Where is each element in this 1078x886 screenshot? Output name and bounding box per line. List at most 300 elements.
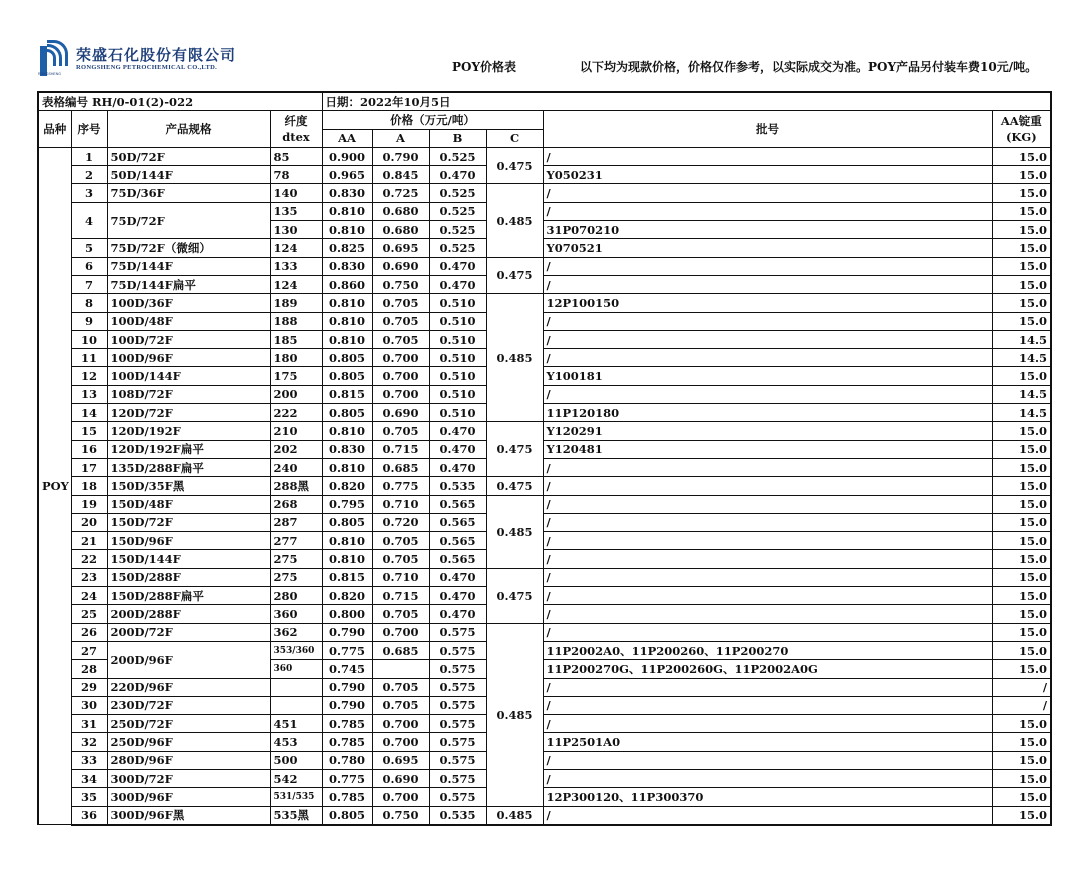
price-aa-cell: 0.805 xyxy=(322,404,372,422)
header-weight xyxy=(992,111,1051,148)
spec-cell: 280D/96F xyxy=(107,751,270,769)
price-c-cell: 0.475 xyxy=(486,257,543,294)
price-b-cell: 0.525 xyxy=(429,239,486,257)
price-b-cell: 0.510 xyxy=(429,367,486,385)
price-aa-cell: 0.860 xyxy=(322,275,372,293)
table-row xyxy=(38,678,1051,696)
price-aa-cell: 0.810 xyxy=(322,550,372,568)
batch-cell: Y070521 xyxy=(543,239,992,257)
spec-cell: 100D/96F xyxy=(107,349,270,367)
price-b-cell: 0.575 xyxy=(429,769,486,787)
spec-cell: 120D/192F xyxy=(107,422,270,440)
header-a: A xyxy=(372,129,429,147)
spec-cell: 250D/96F xyxy=(107,733,270,751)
variety-cell: POY xyxy=(38,147,71,824)
table-row xyxy=(38,806,1051,825)
weight-cell: 15.0 xyxy=(992,715,1051,733)
price-a-cell: 0.685 xyxy=(372,641,429,659)
dtex-cell: 133 xyxy=(270,257,322,275)
price-table xyxy=(37,91,1052,826)
dtex-cell: 362 xyxy=(270,623,322,641)
price-b-cell: 0.510 xyxy=(429,330,486,348)
spec-cell: 75D/144F扁平 xyxy=(107,275,270,293)
table-row xyxy=(38,477,1051,495)
seq-cell: 35 xyxy=(71,788,107,806)
price-b-cell: 0.575 xyxy=(429,788,486,806)
price-b-cell: 0.470 xyxy=(429,605,486,623)
table-row xyxy=(38,751,1051,769)
dtex-cell: 240 xyxy=(270,458,322,476)
price-c-cell: 0.485 xyxy=(486,495,543,568)
seq-cell: 27 xyxy=(71,641,107,659)
price-aa-cell: 0.820 xyxy=(322,587,372,605)
table-row xyxy=(38,715,1051,733)
dtex-cell: 275 xyxy=(270,550,322,568)
price-b-cell: 0.575 xyxy=(429,641,486,659)
table-row xyxy=(38,550,1051,568)
spec-cell: 150D/72F xyxy=(107,513,270,531)
seq-cell: 14 xyxy=(71,404,107,422)
dtex-cell: 275 xyxy=(270,568,322,586)
price-aa-cell: 0.790 xyxy=(322,678,372,696)
batch-cell: / xyxy=(543,550,992,568)
spec-cell: 135D/288F扁平 xyxy=(107,458,270,476)
weight-cell: 15.0 xyxy=(992,312,1051,330)
dtex-cell: 222 xyxy=(270,404,322,422)
seq-cell: 25 xyxy=(71,605,107,623)
weight-cell: 15.0 xyxy=(992,751,1051,769)
batch-cell: Y100181 xyxy=(543,367,992,385)
seq-cell: 34 xyxy=(71,769,107,787)
dtex-cell: 453 xyxy=(270,733,322,751)
batch-cell: / xyxy=(543,513,992,531)
table-row xyxy=(38,312,1051,330)
table-row xyxy=(38,458,1051,476)
spec-cell: 150D/144F xyxy=(107,550,270,568)
table-row xyxy=(38,568,1051,586)
spec-cell: 108D/72F xyxy=(107,385,270,403)
price-aa-cell: 0.815 xyxy=(322,568,372,586)
spec-cell: 75D/72F xyxy=(107,202,270,239)
dtex-cell: 124 xyxy=(270,239,322,257)
spec-cell: 300D/96F xyxy=(107,788,270,806)
logo-mark-icon xyxy=(38,46,70,78)
price-b-cell: 0.470 xyxy=(429,458,486,476)
price-c-cell: 0.485 xyxy=(486,184,543,257)
price-a-cell: 0.790 xyxy=(372,147,429,165)
dtex-cell xyxy=(270,696,322,714)
form-number: 表格编号 RH/0-01(2)-022 xyxy=(38,92,322,111)
table-row xyxy=(38,404,1051,422)
spec-cell: 100D/144F xyxy=(107,367,270,385)
batch-cell: / xyxy=(543,623,992,641)
spec-cell: 100D/48F xyxy=(107,312,270,330)
dtex-cell: 287 xyxy=(270,513,322,531)
batch-cell: / xyxy=(543,806,992,825)
batch-cell: / xyxy=(543,275,992,293)
dtex-cell: 130 xyxy=(270,221,322,239)
batch-cell: / xyxy=(543,769,992,787)
price-aa-cell: 0.780 xyxy=(322,751,372,769)
spec-cell: 220D/96F xyxy=(107,678,270,696)
weight-cell: 15.0 xyxy=(992,275,1051,293)
batch-cell: / xyxy=(543,202,992,220)
batch-cell: / xyxy=(543,330,992,348)
price-aa-cell: 0.800 xyxy=(322,605,372,623)
batch-cell: 11P120180 xyxy=(543,404,992,422)
price-b-cell: 0.535 xyxy=(429,806,486,825)
header-fineness-unit: dtex xyxy=(282,130,310,145)
spec-cell: 50D/144F xyxy=(107,166,270,184)
price-b-cell: 0.510 xyxy=(429,312,486,330)
price-aa-cell: 0.965 xyxy=(322,166,372,184)
price-b-cell: 0.470 xyxy=(429,422,486,440)
batch-cell: / xyxy=(543,532,992,550)
price-a-cell: 0.700 xyxy=(372,623,429,641)
table-row xyxy=(38,623,1051,641)
seq-cell: 5 xyxy=(71,239,107,257)
price-aa-cell: 0.805 xyxy=(322,806,372,825)
weight-cell: 15.0 xyxy=(992,184,1051,202)
table-row xyxy=(38,733,1051,751)
price-a-cell: 0.775 xyxy=(372,477,429,495)
price-a-cell: 0.695 xyxy=(372,751,429,769)
batch-cell: Y120481 xyxy=(543,440,992,458)
batch-cell: / xyxy=(543,696,992,714)
weight-cell: 15.0 xyxy=(992,733,1051,751)
batch-cell: Y050231 xyxy=(543,166,992,184)
price-aa-cell: 0.810 xyxy=(322,422,372,440)
batch-cell: Y120291 xyxy=(543,422,992,440)
price-aa-cell: 0.775 xyxy=(322,641,372,659)
price-notice: 以下均为现款价格，价格仅作参考，以实际成交为准。POY产品另付装车费10元/吨。 xyxy=(580,60,1038,74)
spec-cell: 120D/72F xyxy=(107,404,270,422)
spec-cell: 120D/192F扁平 xyxy=(107,440,270,458)
price-aa-cell: 0.810 xyxy=(322,294,372,312)
price-b-cell: 0.575 xyxy=(429,623,486,641)
header-spec: 产品规格 xyxy=(107,111,270,148)
spec-cell: 300D/72F xyxy=(107,769,270,787)
batch-cell: / xyxy=(543,587,992,605)
price-aa-cell: 0.795 xyxy=(322,495,372,513)
weight-cell: 15.0 xyxy=(992,550,1051,568)
date-label: 日期：2022年10月5日 xyxy=(322,92,1051,111)
header-weight-cn: AA锭重 xyxy=(1000,114,1042,129)
price-a-cell: 0.705 xyxy=(372,294,429,312)
batch-cell: / xyxy=(543,349,992,367)
price-aa-cell: 0.830 xyxy=(322,440,372,458)
dtex-cell: 280 xyxy=(270,587,322,605)
seq-cell: 29 xyxy=(71,678,107,696)
batch-cell: / xyxy=(543,257,992,275)
dtex-cell: 175 xyxy=(270,367,322,385)
spec-cell: 300D/96F黑 xyxy=(107,806,270,825)
price-a-cell: 0.705 xyxy=(372,605,429,623)
price-a-cell: 0.680 xyxy=(372,221,429,239)
dtex-cell: 268 xyxy=(270,495,322,513)
table-row xyxy=(38,294,1051,312)
price-c-cell: 0.475 xyxy=(486,568,543,623)
seq-cell: 10 xyxy=(71,330,107,348)
table-row xyxy=(38,532,1051,550)
header-fineness-cn: 纤度 xyxy=(284,114,308,129)
price-a-cell: 0.705 xyxy=(372,330,429,348)
price-a-cell: 0.680 xyxy=(372,202,429,220)
seq-cell: 33 xyxy=(71,751,107,769)
table-row xyxy=(38,330,1051,348)
dtex-cell: 360 xyxy=(270,605,322,623)
weight-cell: 15.0 xyxy=(992,477,1051,495)
table-row xyxy=(38,422,1051,440)
seq-cell: 20 xyxy=(71,513,107,531)
price-c-cell: 0.475 xyxy=(486,147,543,184)
price-aa-cell: 0.830 xyxy=(322,184,372,202)
table-row xyxy=(38,385,1051,403)
price-aa-cell: 0.815 xyxy=(322,385,372,403)
price-b-cell: 0.470 xyxy=(429,166,486,184)
price-aa-cell: 0.810 xyxy=(322,330,372,348)
table-row xyxy=(38,202,1051,220)
price-aa-cell: 0.810 xyxy=(322,458,372,476)
weight-cell: / xyxy=(992,678,1051,696)
dtex-cell: 353/360 xyxy=(270,641,322,659)
price-a-cell: 0.705 xyxy=(372,550,429,568)
price-b-cell: 0.575 xyxy=(429,660,486,678)
seq-cell: 7 xyxy=(71,275,107,293)
spec-cell: 150D/48F xyxy=(107,495,270,513)
dtex-cell: 185 xyxy=(270,330,322,348)
price-b-cell: 0.575 xyxy=(429,678,486,696)
price-a-cell: 0.750 xyxy=(372,275,429,293)
price-aa-cell: 0.810 xyxy=(322,202,372,220)
price-aa-cell: 0.785 xyxy=(322,715,372,733)
price-b-cell: 0.525 xyxy=(429,221,486,239)
price-b-cell: 0.575 xyxy=(429,733,486,751)
spec-cell: 200D/96F xyxy=(107,641,270,678)
price-b-cell: 0.565 xyxy=(429,532,486,550)
price-aa-cell: 0.785 xyxy=(322,788,372,806)
weight-cell: 15.0 xyxy=(992,568,1051,586)
dtex-cell: 451 xyxy=(270,715,322,733)
weight-cell: 14.5 xyxy=(992,404,1051,422)
seq-cell: 28 xyxy=(71,660,107,678)
price-b-cell: 0.510 xyxy=(429,385,486,403)
seq-cell: 32 xyxy=(71,733,107,751)
table-row xyxy=(38,605,1051,623)
price-c-cell: 0.485 xyxy=(486,623,543,806)
price-a-cell: 0.690 xyxy=(372,404,429,422)
price-aa-cell: 0.810 xyxy=(322,532,372,550)
price-a-cell: 0.700 xyxy=(372,788,429,806)
header-c: C xyxy=(486,129,543,147)
header-price-group: 价格（万元/吨） xyxy=(322,111,543,129)
price-b-cell: 0.565 xyxy=(429,513,486,531)
price-aa-cell: 0.900 xyxy=(322,147,372,165)
seq-cell: 11 xyxy=(71,349,107,367)
header-b: B xyxy=(429,129,486,147)
header-weight-unit: (KG) xyxy=(1005,130,1037,145)
price-a-cell: 0.700 xyxy=(372,733,429,751)
price-b-cell: 0.510 xyxy=(429,404,486,422)
price-a-cell: 0.710 xyxy=(372,495,429,513)
price-a-cell: 0.715 xyxy=(372,587,429,605)
price-b-cell: 0.575 xyxy=(429,715,486,733)
seq-cell: 26 xyxy=(71,623,107,641)
weight-cell: 15.0 xyxy=(992,166,1051,184)
dtex-cell: 188 xyxy=(270,312,322,330)
seq-cell: 17 xyxy=(71,458,107,476)
company-name-en: RONGSHENG PETROCHEMICAL CO.,LTD. xyxy=(76,64,218,71)
seq-cell: 8 xyxy=(71,294,107,312)
price-b-cell: 0.575 xyxy=(429,751,486,769)
price-aa-cell: 0.810 xyxy=(322,312,372,330)
price-a-cell: 0.715 xyxy=(372,440,429,458)
dtex-cell: 210 xyxy=(270,422,322,440)
weight-cell: 15.0 xyxy=(992,641,1051,659)
weight-cell: 15.0 xyxy=(992,532,1051,550)
weight-cell: 14.5 xyxy=(992,349,1051,367)
dtex-cell: 288黑 xyxy=(270,477,322,495)
price-a-cell: 0.700 xyxy=(372,367,429,385)
batch-cell: / xyxy=(543,312,992,330)
seq-cell: 12 xyxy=(71,367,107,385)
company-name-cn: 荣盛石化股份有限公司 xyxy=(76,46,237,64)
price-a-cell: 0.685 xyxy=(372,458,429,476)
weight-cell: 15.0 xyxy=(992,422,1051,440)
price-a-cell: 0.700 xyxy=(372,715,429,733)
seq-cell: 9 xyxy=(71,312,107,330)
price-aa-cell: 0.810 xyxy=(322,221,372,239)
table-row xyxy=(38,349,1051,367)
weight-cell: 14.5 xyxy=(992,385,1051,403)
table-row xyxy=(38,769,1051,787)
dtex-cell: 135 xyxy=(270,202,322,220)
seq-cell: 2 xyxy=(71,166,107,184)
seq-cell: 19 xyxy=(71,495,107,513)
spec-cell: 230D/72F xyxy=(107,696,270,714)
price-aa-cell: 0.790 xyxy=(322,623,372,641)
header-seq: 序号 xyxy=(71,111,107,148)
table-row xyxy=(38,495,1051,513)
price-b-cell: 0.470 xyxy=(429,440,486,458)
table-row xyxy=(38,166,1051,184)
header-aa: AA xyxy=(322,129,372,147)
price-b-cell: 0.470 xyxy=(429,257,486,275)
price-b-cell: 0.535 xyxy=(429,477,486,495)
price-aa-cell: 0.790 xyxy=(322,696,372,714)
price-a-cell: 0.705 xyxy=(372,532,429,550)
header-variety: 品种 xyxy=(38,111,71,148)
price-b-cell: 0.565 xyxy=(429,495,486,513)
table-row xyxy=(38,440,1051,458)
table-row xyxy=(38,587,1051,605)
price-b-cell: 0.470 xyxy=(429,587,486,605)
page-title: POY价格表 xyxy=(452,60,517,74)
dtex-cell: 531/535 xyxy=(270,788,322,806)
spec-cell: 200D/288F xyxy=(107,605,270,623)
spec-cell: 100D/36F xyxy=(107,294,270,312)
weight-cell: 15.0 xyxy=(992,367,1051,385)
price-b-cell: 0.525 xyxy=(429,202,486,220)
price-b-cell: 0.510 xyxy=(429,349,486,367)
seq-cell: 15 xyxy=(71,422,107,440)
spec-cell: 100D/72F xyxy=(107,330,270,348)
price-a-cell xyxy=(372,660,429,678)
dtex-cell: 277 xyxy=(270,532,322,550)
table-row xyxy=(38,275,1051,293)
table-row xyxy=(38,788,1051,806)
weight-cell: 15.0 xyxy=(992,605,1051,623)
dtex-cell: 200 xyxy=(270,385,322,403)
price-aa-cell: 0.830 xyxy=(322,257,372,275)
weight-cell: 15.0 xyxy=(992,769,1051,787)
weight-cell: 15.0 xyxy=(992,587,1051,605)
weight-cell: 15.0 xyxy=(992,660,1051,678)
price-b-cell: 0.565 xyxy=(429,550,486,568)
batch-cell: / xyxy=(543,495,992,513)
batch-cell: / xyxy=(543,477,992,495)
price-a-cell: 0.705 xyxy=(372,678,429,696)
weight-cell: 14.5 xyxy=(992,330,1051,348)
seq-cell: 6 xyxy=(71,257,107,275)
price-a-cell: 0.690 xyxy=(372,257,429,275)
seq-cell: 3 xyxy=(71,184,107,202)
spec-cell: 150D/35F黑 xyxy=(107,477,270,495)
table-row xyxy=(38,367,1051,385)
price-a-cell: 0.845 xyxy=(372,166,429,184)
seq-cell: 18 xyxy=(71,477,107,495)
spec-cell: 150D/288F扁平 xyxy=(107,587,270,605)
dtex-cell: 542 xyxy=(270,769,322,787)
weight-cell: 15.0 xyxy=(992,294,1051,312)
weight-cell: 15.0 xyxy=(992,788,1051,806)
price-aa-cell: 0.805 xyxy=(322,349,372,367)
price-c-cell: 0.475 xyxy=(486,477,543,495)
price-a-cell: 0.705 xyxy=(372,422,429,440)
batch-cell: / xyxy=(543,568,992,586)
seq-cell: 13 xyxy=(71,385,107,403)
table-row xyxy=(38,696,1051,714)
dtex-cell: 180 xyxy=(270,349,322,367)
batch-cell: / xyxy=(543,147,992,165)
seq-cell: 23 xyxy=(71,568,107,586)
weight-cell: 15.0 xyxy=(992,513,1051,531)
dtex-cell: 78 xyxy=(270,166,322,184)
seq-cell: 30 xyxy=(71,696,107,714)
weight-cell: 15.0 xyxy=(992,202,1051,220)
price-a-cell: 0.720 xyxy=(372,513,429,531)
price-a-cell: 0.725 xyxy=(372,184,429,202)
seq-cell: 22 xyxy=(71,550,107,568)
table-row xyxy=(38,239,1051,257)
dtex-cell xyxy=(270,678,322,696)
batch-cell: / xyxy=(543,715,992,733)
price-c-cell: 0.485 xyxy=(486,806,543,825)
price-b-cell: 0.525 xyxy=(429,147,486,165)
weight-cell: 15.0 xyxy=(992,221,1051,239)
price-aa-cell: 0.805 xyxy=(322,367,372,385)
spec-cell: 50D/72F xyxy=(107,147,270,165)
batch-cell: / xyxy=(543,385,992,403)
company-logo xyxy=(38,46,236,78)
weight-cell: 15.0 xyxy=(992,239,1051,257)
batch-cell: 31P070210 xyxy=(543,221,992,239)
batch-cell: / xyxy=(543,751,992,769)
spec-cell: 250D/72F xyxy=(107,715,270,733)
dtex-cell: 85 xyxy=(270,147,322,165)
price-a-cell: 0.700 xyxy=(372,349,429,367)
batch-cell: 12P100150 xyxy=(543,294,992,312)
